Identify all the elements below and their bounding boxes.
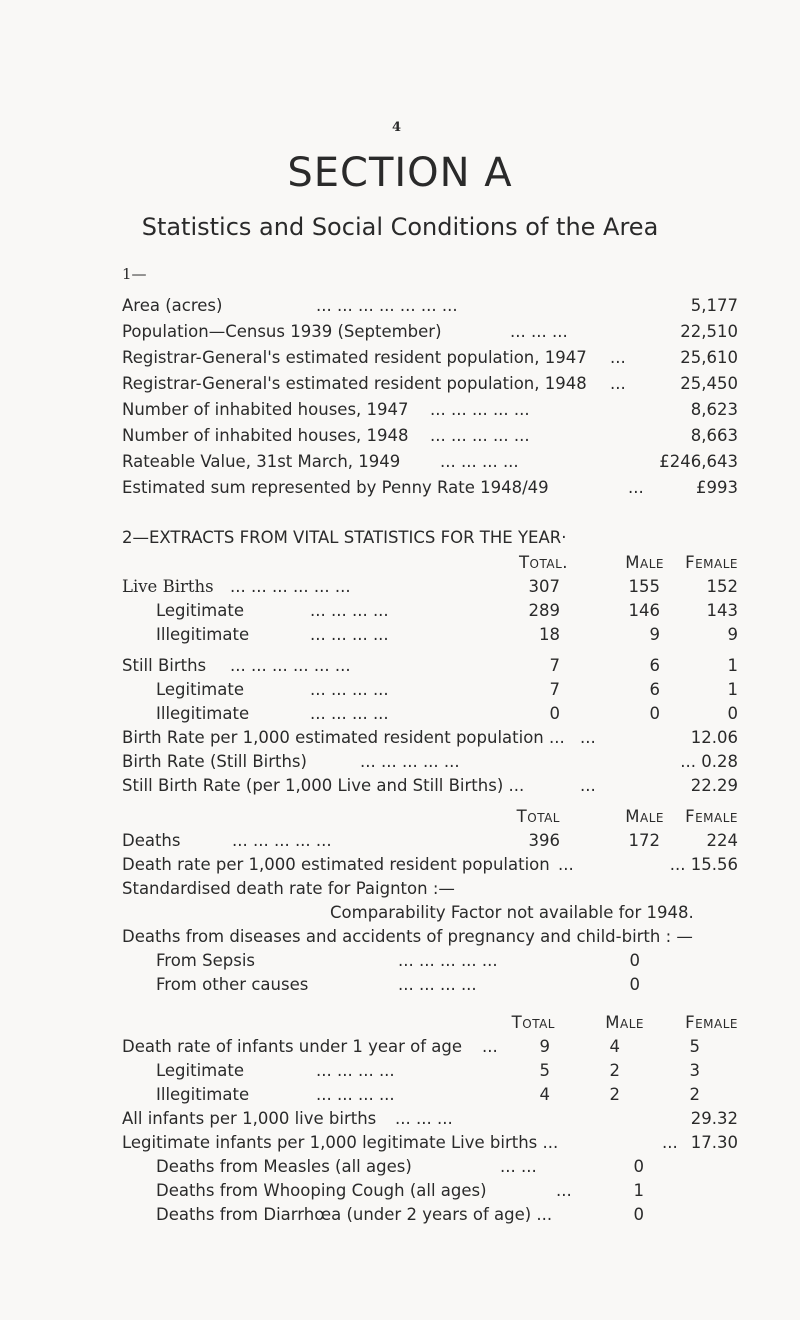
- births-female: 0: [727, 704, 738, 723]
- deaths-label: Deaths: [122, 831, 181, 850]
- col-female-header: Female: [685, 553, 738, 572]
- rate-value: ... 0.28: [680, 752, 738, 771]
- part1-row-value: £246,643: [659, 452, 738, 471]
- misc-death-label: Deaths from Whooping Cough (all ages): [156, 1181, 487, 1200]
- births-male: 0: [649, 704, 660, 723]
- infant-male: 4: [609, 1037, 620, 1056]
- part1-row-label: Number of inhabited houses, 1947: [122, 400, 409, 419]
- infant-male: 2: [609, 1085, 620, 1104]
- misc-death-value: 1: [633, 1181, 644, 1200]
- misc-death-value: 0: [633, 1157, 644, 1176]
- misc-death-label: Deaths from Measles (all ages): [156, 1157, 412, 1176]
- births-total: 307: [528, 577, 560, 596]
- leader-dots: ...: [610, 374, 626, 393]
- leader-dots: ... ...: [500, 1157, 537, 1176]
- rate-value: 22.29: [690, 776, 738, 795]
- births-row-label: Legitimate: [156, 680, 244, 699]
- leader-dots: ... ... ...: [395, 1109, 453, 1128]
- infant-rate-value: 29.32: [690, 1109, 738, 1128]
- rate-label: Birth Rate (Still Births): [122, 752, 307, 771]
- infant-total: 5: [539, 1061, 550, 1080]
- leader-dots: ... ... ... ...: [310, 680, 389, 699]
- infant-female: 2: [689, 1085, 700, 1104]
- leader-dots: ... ... ... ... ...: [398, 951, 498, 970]
- deaths-total-header: Total: [516, 807, 560, 826]
- standardised-label: Standardised death rate for Paignton :—: [122, 879, 455, 898]
- comparability-note: Comparability Factor not available for 1948.: [330, 903, 694, 922]
- leader-dots: ...: [610, 348, 626, 367]
- maternal-label: From other causes: [156, 975, 309, 994]
- infant-rate-label: Legitimate infants per 1,000 legitimate Live births ...: [122, 1133, 559, 1152]
- misc-death-value: 0: [633, 1205, 644, 1224]
- leader-dots: ... ... ...: [510, 322, 568, 341]
- births-female: 1: [727, 680, 738, 699]
- maternal-heading: Deaths from diseases and accidents of pregnancy and child-birth : —: [122, 927, 693, 946]
- part2-heading: 2—EXTRACTS FROM VITAL STATISTICS FOR THE YEAR·: [122, 528, 567, 547]
- leader-dots: ...: [628, 478, 644, 497]
- maternal-value: 0: [629, 951, 640, 970]
- page-number: 4: [392, 120, 402, 135]
- maternal-label: From Sepsis: [156, 951, 255, 970]
- part1-marker: 1—: [122, 265, 147, 283]
- leader-dots: ...: [482, 1037, 498, 1056]
- leader-dots: ...: [580, 776, 596, 795]
- col-total-header: Total.: [518, 553, 568, 572]
- births-female: 152: [706, 577, 738, 596]
- part1-row-label: Rateable Value, 31st March, 1949: [122, 452, 401, 471]
- births-total: 18: [539, 625, 560, 644]
- births-total: 7: [549, 680, 560, 699]
- leader-dots: ... ... ... ... ... ... ...: [316, 296, 458, 315]
- leader-dots: ... ... ... ... ...: [430, 400, 530, 419]
- infant-total-header: Total: [511, 1013, 555, 1032]
- leader-dots: ... ... ... ...: [310, 601, 389, 620]
- rate-label: Still Birth Rate (per 1,000 Live and Still Births) ...: [122, 776, 525, 795]
- infant-total: 9: [539, 1037, 550, 1056]
- part1-row-label: Area (acres): [122, 296, 223, 315]
- infant-total: 4: [539, 1085, 550, 1104]
- leader-dots: ... ... ... ... ...: [360, 752, 460, 771]
- death-rate-value: ... 15.56: [669, 855, 738, 874]
- part1-row-label: Estimated sum represented by Penny Rate 1948/49: [122, 478, 549, 497]
- infant-rate-value: 17.30: [690, 1133, 738, 1152]
- leader-dots: ...: [556, 1181, 572, 1200]
- deaths-female: 224: [706, 831, 738, 850]
- births-male: 9: [649, 625, 660, 644]
- leader-dots: ... ... ... ...: [398, 975, 477, 994]
- part1-row-value: 22,510: [680, 322, 738, 341]
- leader-dots: ... ... ... ...: [440, 452, 519, 471]
- births-female: 9: [727, 625, 738, 644]
- part1-row-label: Number of inhabited houses, 1948: [122, 426, 409, 445]
- part1-row-value: 5,177: [690, 296, 738, 315]
- section-title: SECTION A: [287, 150, 513, 196]
- infant-female: 3: [689, 1061, 700, 1080]
- leader-dots: ... ... ... ... ... ...: [230, 577, 351, 596]
- maternal-value: 0: [629, 975, 640, 994]
- births-male: 6: [649, 656, 660, 675]
- leader-dots: ...: [662, 1133, 678, 1152]
- death-rate-label: Death rate per 1,000 estimated resident population: [122, 855, 550, 874]
- section-subtitle: Statistics and Social Conditions of the Area: [141, 213, 659, 241]
- infant-row-label: Illegitimate: [156, 1085, 250, 1104]
- leader-dots: ... ... ... ...: [310, 625, 389, 644]
- rate-value: 12.06: [690, 728, 738, 747]
- leader-dots: ... ... ... ...: [310, 704, 389, 723]
- births-row-label: Still Births: [122, 656, 207, 675]
- deaths-total: 396: [528, 831, 560, 850]
- leader-dots: ...: [558, 855, 574, 874]
- births-male: 6: [649, 680, 660, 699]
- deaths-male-header: Male: [625, 807, 664, 826]
- infant-rate-label: All infants per 1,000 live births: [122, 1109, 377, 1128]
- leader-dots: ... ... ... ... ...: [430, 426, 530, 445]
- part1-row-value: 25,610: [680, 348, 738, 367]
- infant-male-header: Male: [605, 1013, 644, 1032]
- infant-male: 2: [609, 1061, 620, 1080]
- births-total: 7: [549, 656, 560, 675]
- births-row-label: Legitimate: [156, 601, 244, 620]
- part1-row-value: £993: [696, 478, 738, 497]
- leader-dots: ... ... ... ... ...: [232, 831, 332, 850]
- infant-row-label: Death rate of infants under 1 year of age: [122, 1037, 463, 1056]
- births-row-label: Live Births: [122, 577, 214, 596]
- deaths-female-header: Female: [685, 807, 738, 826]
- births-female: 1: [727, 656, 738, 675]
- births-male: 146: [628, 601, 660, 620]
- misc-death-label: Deaths from Diarrhœa (under 2 years of age) ...: [156, 1205, 553, 1224]
- part1-row-value: 8,663: [690, 426, 738, 445]
- part1-row-label: Registrar-General's estimated resident population, 1948: [122, 374, 587, 393]
- births-row-label: Illegitimate: [156, 625, 250, 644]
- infant-female-header: Female: [685, 1013, 738, 1032]
- leader-dots: ... ... ... ...: [316, 1085, 395, 1104]
- infant-row-label: Legitimate: [156, 1061, 244, 1080]
- part1-row-label: Population—Census 1939 (September): [122, 322, 442, 341]
- births-female: 143: [706, 601, 738, 620]
- births-male: 155: [628, 577, 660, 596]
- part1-row-value: 25,450: [680, 374, 738, 393]
- leader-dots: ...: [580, 728, 596, 747]
- births-total: 289: [528, 601, 560, 620]
- infant-female: 5: [689, 1037, 700, 1056]
- deaths-male: 172: [628, 831, 660, 850]
- leader-dots: ... ... ... ... ... ...: [230, 656, 351, 675]
- col-male-header: Male: [625, 553, 664, 572]
- rate-label: Birth Rate per 1,000 estimated resident population ...: [122, 728, 565, 747]
- part1-row-value: 8,623: [690, 400, 738, 419]
- leader-dots: ... ... ... ...: [316, 1061, 395, 1080]
- part1-row-label: Registrar-General's estimated resident population, 1947: [122, 348, 587, 367]
- births-total: 0: [549, 704, 560, 723]
- births-row-label: Illegitimate: [156, 704, 250, 723]
